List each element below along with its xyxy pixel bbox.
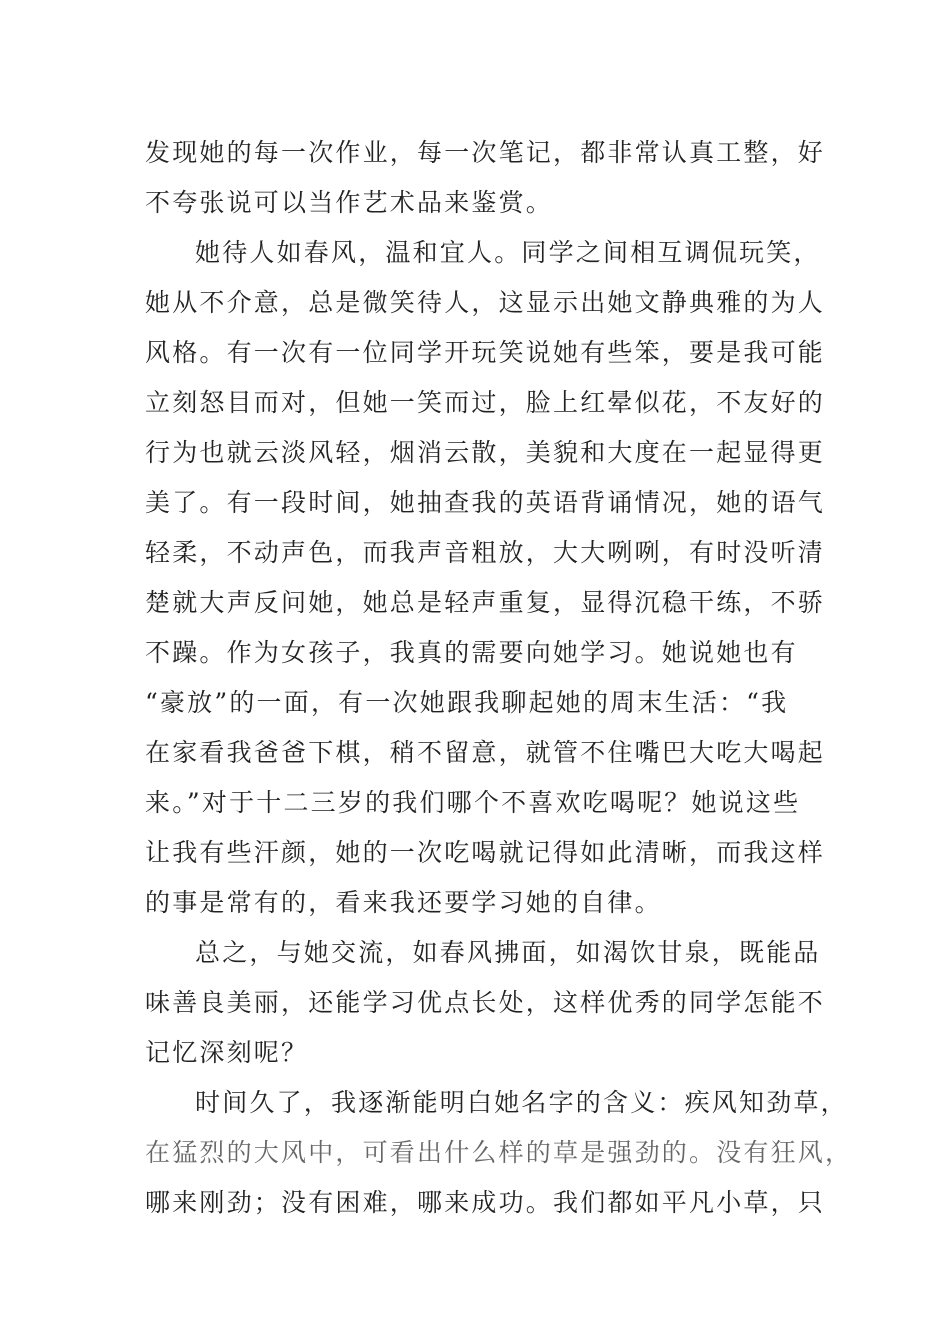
paragraph-start-line: 时间久了，我逐渐能明白她名字的含义：疾风知劲草，	[195, 1088, 848, 1117]
text-line: 风格。有一次有一位同学开玩笑说她有些笨，要是我可能	[145, 338, 826, 367]
text-line: 美了。有一段时间，她抽查我的英语背诵情况，她的语气	[145, 488, 826, 517]
text-line: 轻柔，不动声色，而我声音粗放，大大咧咧，有时没听清	[145, 538, 826, 567]
text-line: 立刻怒目而对，但她一笑而过，脸上红晕似花，不友好的	[145, 388, 826, 417]
paragraph-start-line: 她待人如春风，温和宜人。同学之间相互调侃玩笑，	[195, 238, 821, 267]
text-line: “豪放”的一面，有一次她跟我聊起她的周末生活：“我	[145, 688, 789, 717]
paragraph-start-line: 总之，与她交流，如春风拂面，如渴饮甘泉，既能品	[195, 938, 821, 967]
text-line: 她从不介意，总是微笑待人，这显示出她文静典雅的为人	[145, 288, 826, 317]
text-line: 来。”对于十二三岁的我们哪个不喜欢吃喝呢？她说这些	[145, 788, 801, 817]
text-line: 楚就大声反问她，她总是轻声重复，显得沉稳干练，不骄	[145, 588, 826, 617]
text-line: 哪来刚劲；没有困难，哪来成功。我们都如平凡小草，只	[145, 1188, 826, 1217]
text-line: 味善良美丽，还能学习优点长处，这样优秀的同学怎能不	[145, 988, 826, 1017]
text-line: 不夸张说可以当作艺术品来鉴赏。	[145, 188, 554, 217]
text-line: 让我有些汗颜，她的一次吃喝就记得如此清晰，而我这样	[145, 838, 826, 867]
text-line: 行为也就云淡风轻，烟消云散，美貌和大度在一起显得更	[145, 438, 826, 467]
text-line: 不躁。作为女孩子，我真的需要向她学习。她说她也有	[145, 638, 798, 667]
text-line: 记忆深刻呢？	[145, 1038, 309, 1067]
text-line: 的事是常有的，看来我还要学习她的自律。	[145, 888, 662, 917]
body-text	[145, 128, 853, 1228]
text-line: 发现她的每一次作业，每一次笔记，都非常认真工整，好	[145, 138, 826, 167]
text-line: 在猛烈的大风中，可看出什么样的草是强劲的。没有狂风，	[145, 1138, 853, 1167]
text-line: 在家看我爸爸下棋，稍不留意，就管不住嘴巴大吃大喝起	[145, 738, 826, 767]
